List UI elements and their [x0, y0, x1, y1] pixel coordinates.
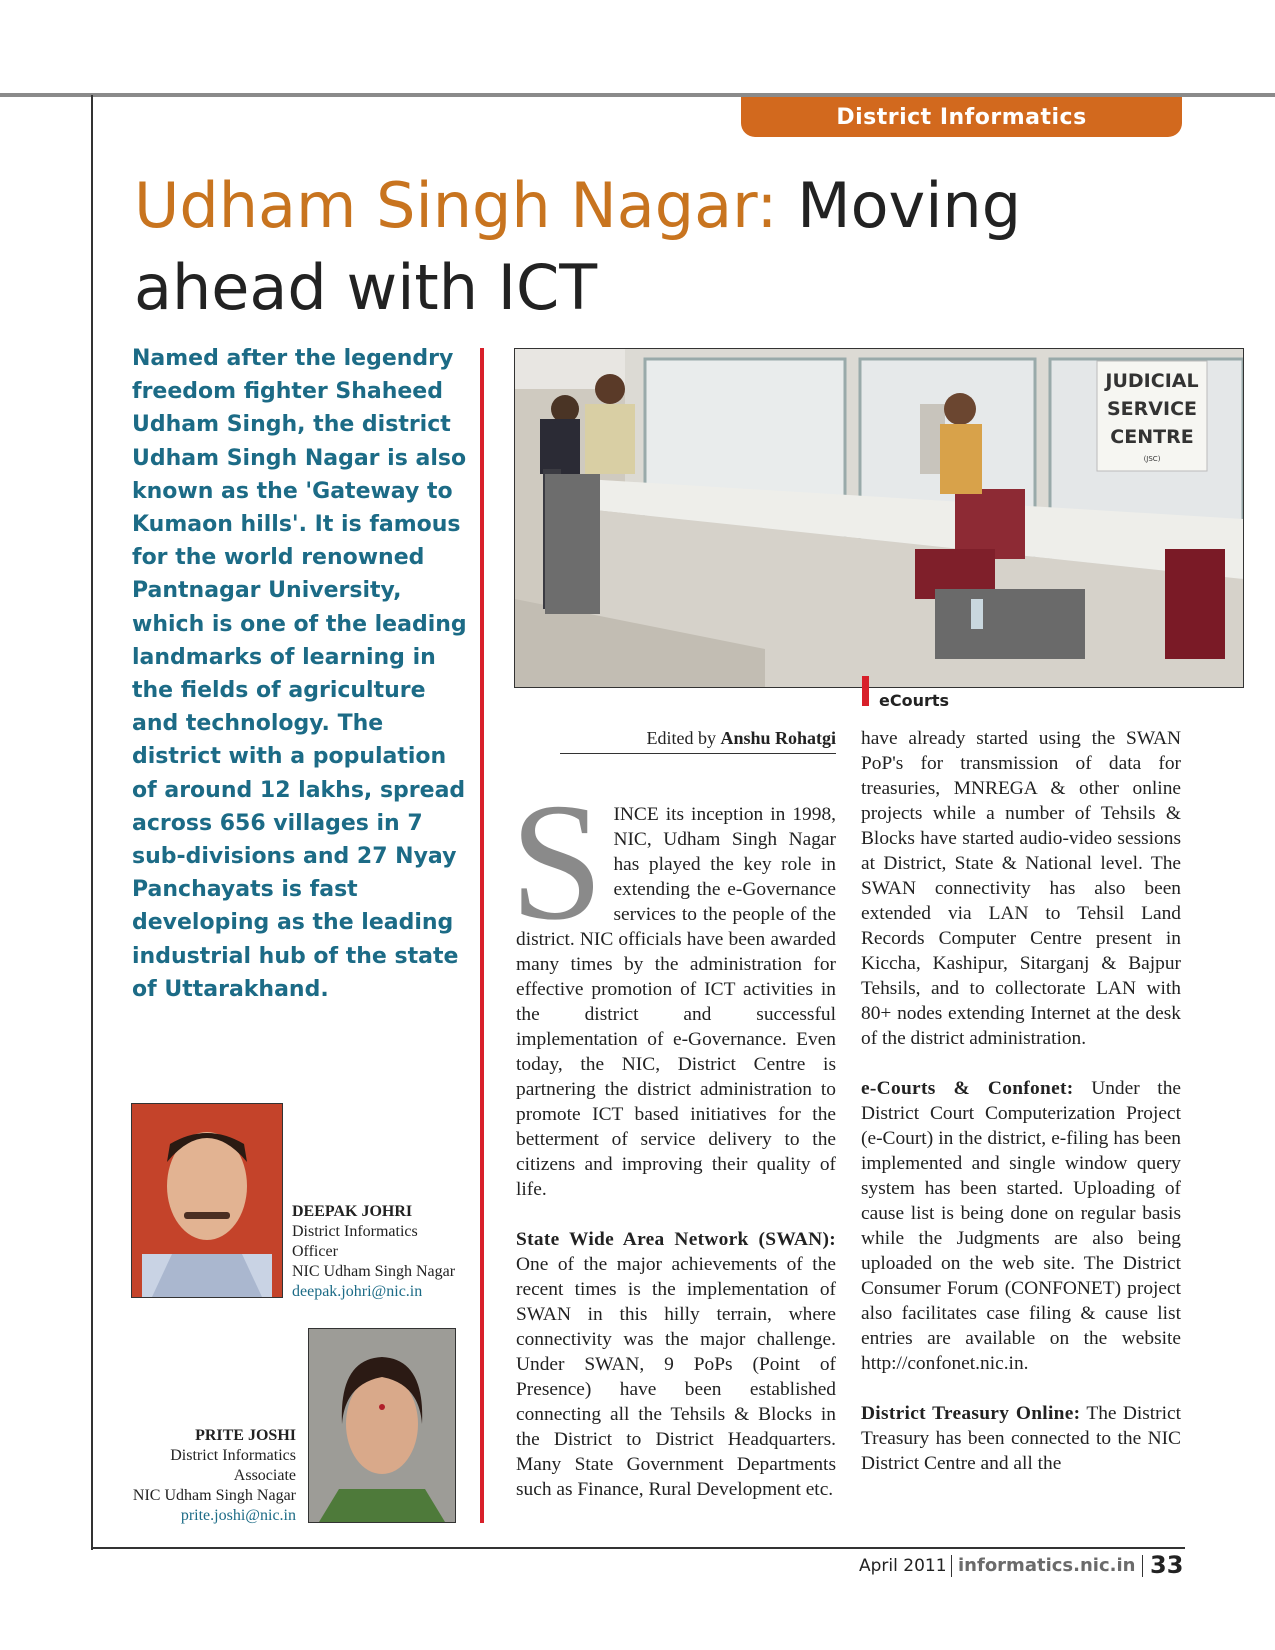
col1-p1-text: INCE its inception in 1998, NIC, Udham Singh Nagar has played the key role in extending the e-Governance services to the people of the district. NIC officials have been awarded many times by the administration for effective promotion of ICT activities in the district and successful implementation of e-Governance. Even today, the NIC, District Centre is partnering the district administration to promote ICT based initiatives for the betterment of service delivery to the citizens and improving their quality of life. [516, 804, 836, 1200]
title-rest: Moving ahead with ICT [134, 169, 1022, 324]
author-title-line-2: Officer [292, 1243, 338, 1260]
col2-paragraph-1: have already started using the SWAN PoP's for transmission of data for treasuries, MNREGA & other online projects while a number of Tehsils & Blocks have started audio-video sessions at District, State & National level. The SWAN connectivity has also been extended via LAN to Tehsil Land Records Computer Centre present in Kiccha, Kashipur, Sitarganj & Bajpur Tehsils, and to collectorate LAN with 80+ nodes extending Internet at the desk of the district administration. [861, 728, 1181, 1049]
body-column-2 [861, 726, 1181, 1501]
swan-body: One of the major achievements of the recent times is the implementation of SWAN in this hilly terrain, where connectivity was the major challenge. Under SWAN, 9 PoPs (Point of Presence) have been established connecting all the Tehsils & Blocks in the District to District Headquarters. Many State Government Departments such as Finance, Rural Development etc. [516, 1254, 836, 1500]
footer-date: April 2011 [859, 1556, 947, 1576]
ecourts-photo [514, 348, 1244, 688]
author-title-line-2: Associate [233, 1467, 296, 1484]
treasury-heading: District Treasury Online: [861, 1403, 1081, 1424]
bottom-rule [91, 1547, 1185, 1549]
sign-line-1: JUDICIAL [1105, 370, 1199, 392]
page-number: 33 [1150, 1551, 1184, 1579]
drop-cap: S [510, 769, 604, 955]
article-title [134, 165, 1194, 329]
sign-line-3: CENTRE [1110, 426, 1194, 448]
portrait-illustration-1 [132, 1104, 282, 1297]
col1-paragraph-2 [516, 1227, 836, 1502]
ecourts-heading: e-Courts & Confonet: [861, 1078, 1074, 1099]
byline [560, 728, 836, 754]
author-title-line-1: District Informatics [170, 1447, 296, 1464]
section-tab: District Informatics [741, 97, 1182, 137]
byline-name: Anshu Rohatgi [720, 728, 836, 748]
col1-paragraph-1 [510, 769, 836, 1202]
author-title-line-1: District Informatics [292, 1223, 418, 1240]
author-bio-deepak [292, 1202, 492, 1302]
author-org: NIC Udham Singh Nagar [132, 1487, 296, 1504]
byline-prefix: Edited by [646, 728, 721, 748]
intro-paragraph: Named after the legendry freedom fighter Shaheed Udham Singh, the district Udham Singh Nagar is also known as the 'Gateway to Kumaon hills'. It is famous for the world renowned Pantnagar University, which is one of the leading landmarks of learning in the fields of agriculture and technology. The district with a population of around 12 lakhs, spread across 656 villages in 7 sub-divisions and 27 Nyay Panchayats is fast developing as the leading industrial hub of the state of Uttarakhand. [132, 346, 467, 1002]
portrait-illustration-2 [309, 1329, 455, 1522]
caption-mark [862, 676, 869, 706]
footer-separator [951, 1555, 952, 1577]
col2-paragraph-3 [861, 1401, 1181, 1476]
author-photo-deepak [131, 1103, 283, 1298]
author-email-link[interactable]: prite.joshi@nic.in [180, 1507, 296, 1524]
col2-paragraph-2 [861, 1076, 1181, 1376]
title-highlight: Udham Singh Nagar: [134, 169, 778, 242]
footer-site-link[interactable]: informatics.nic.in [958, 1555, 1136, 1576]
body-column-1 [510, 769, 836, 1527]
ecourts-body: Under the District Court Computerization Project (e-Court) in the district, e-filing has been implemented and single window query system has been started. Uploading of cause list is being done on regular basis while the Judgments are also being uploaded on the web site. The District Consumer Forum (CONFONET) project also facilitates case filing & cause list entries are available on the website http://confonet.nic.in. [861, 1078, 1181, 1374]
author-name: PRITE JOSHI [195, 1427, 296, 1444]
treasury-body: The District Treasury has been connected to the NIC District Centre and all the [861, 1403, 1181, 1474]
photo-caption: eCourts [879, 691, 950, 710]
sign-line-2: SERVICE [1107, 398, 1197, 420]
footer-separator [1142, 1555, 1143, 1577]
author-name: DEEPAK JOHRI [292, 1203, 413, 1220]
sign-line-4: (JSC) [1143, 455, 1161, 463]
ecourts-photo-illustration [515, 349, 1243, 687]
author-photo-prite [308, 1328, 456, 1523]
author-bio-prite [92, 1426, 296, 1526]
author-email-link[interactable]: deepak.johri@nic.in [292, 1283, 423, 1300]
swan-heading: State Wide Area Network (SWAN): [516, 1229, 836, 1250]
author-org: NIC Udham Singh Nagar [292, 1263, 456, 1280]
left-margin-rule [91, 95, 93, 1550]
column-divider-bar [480, 348, 484, 1523]
